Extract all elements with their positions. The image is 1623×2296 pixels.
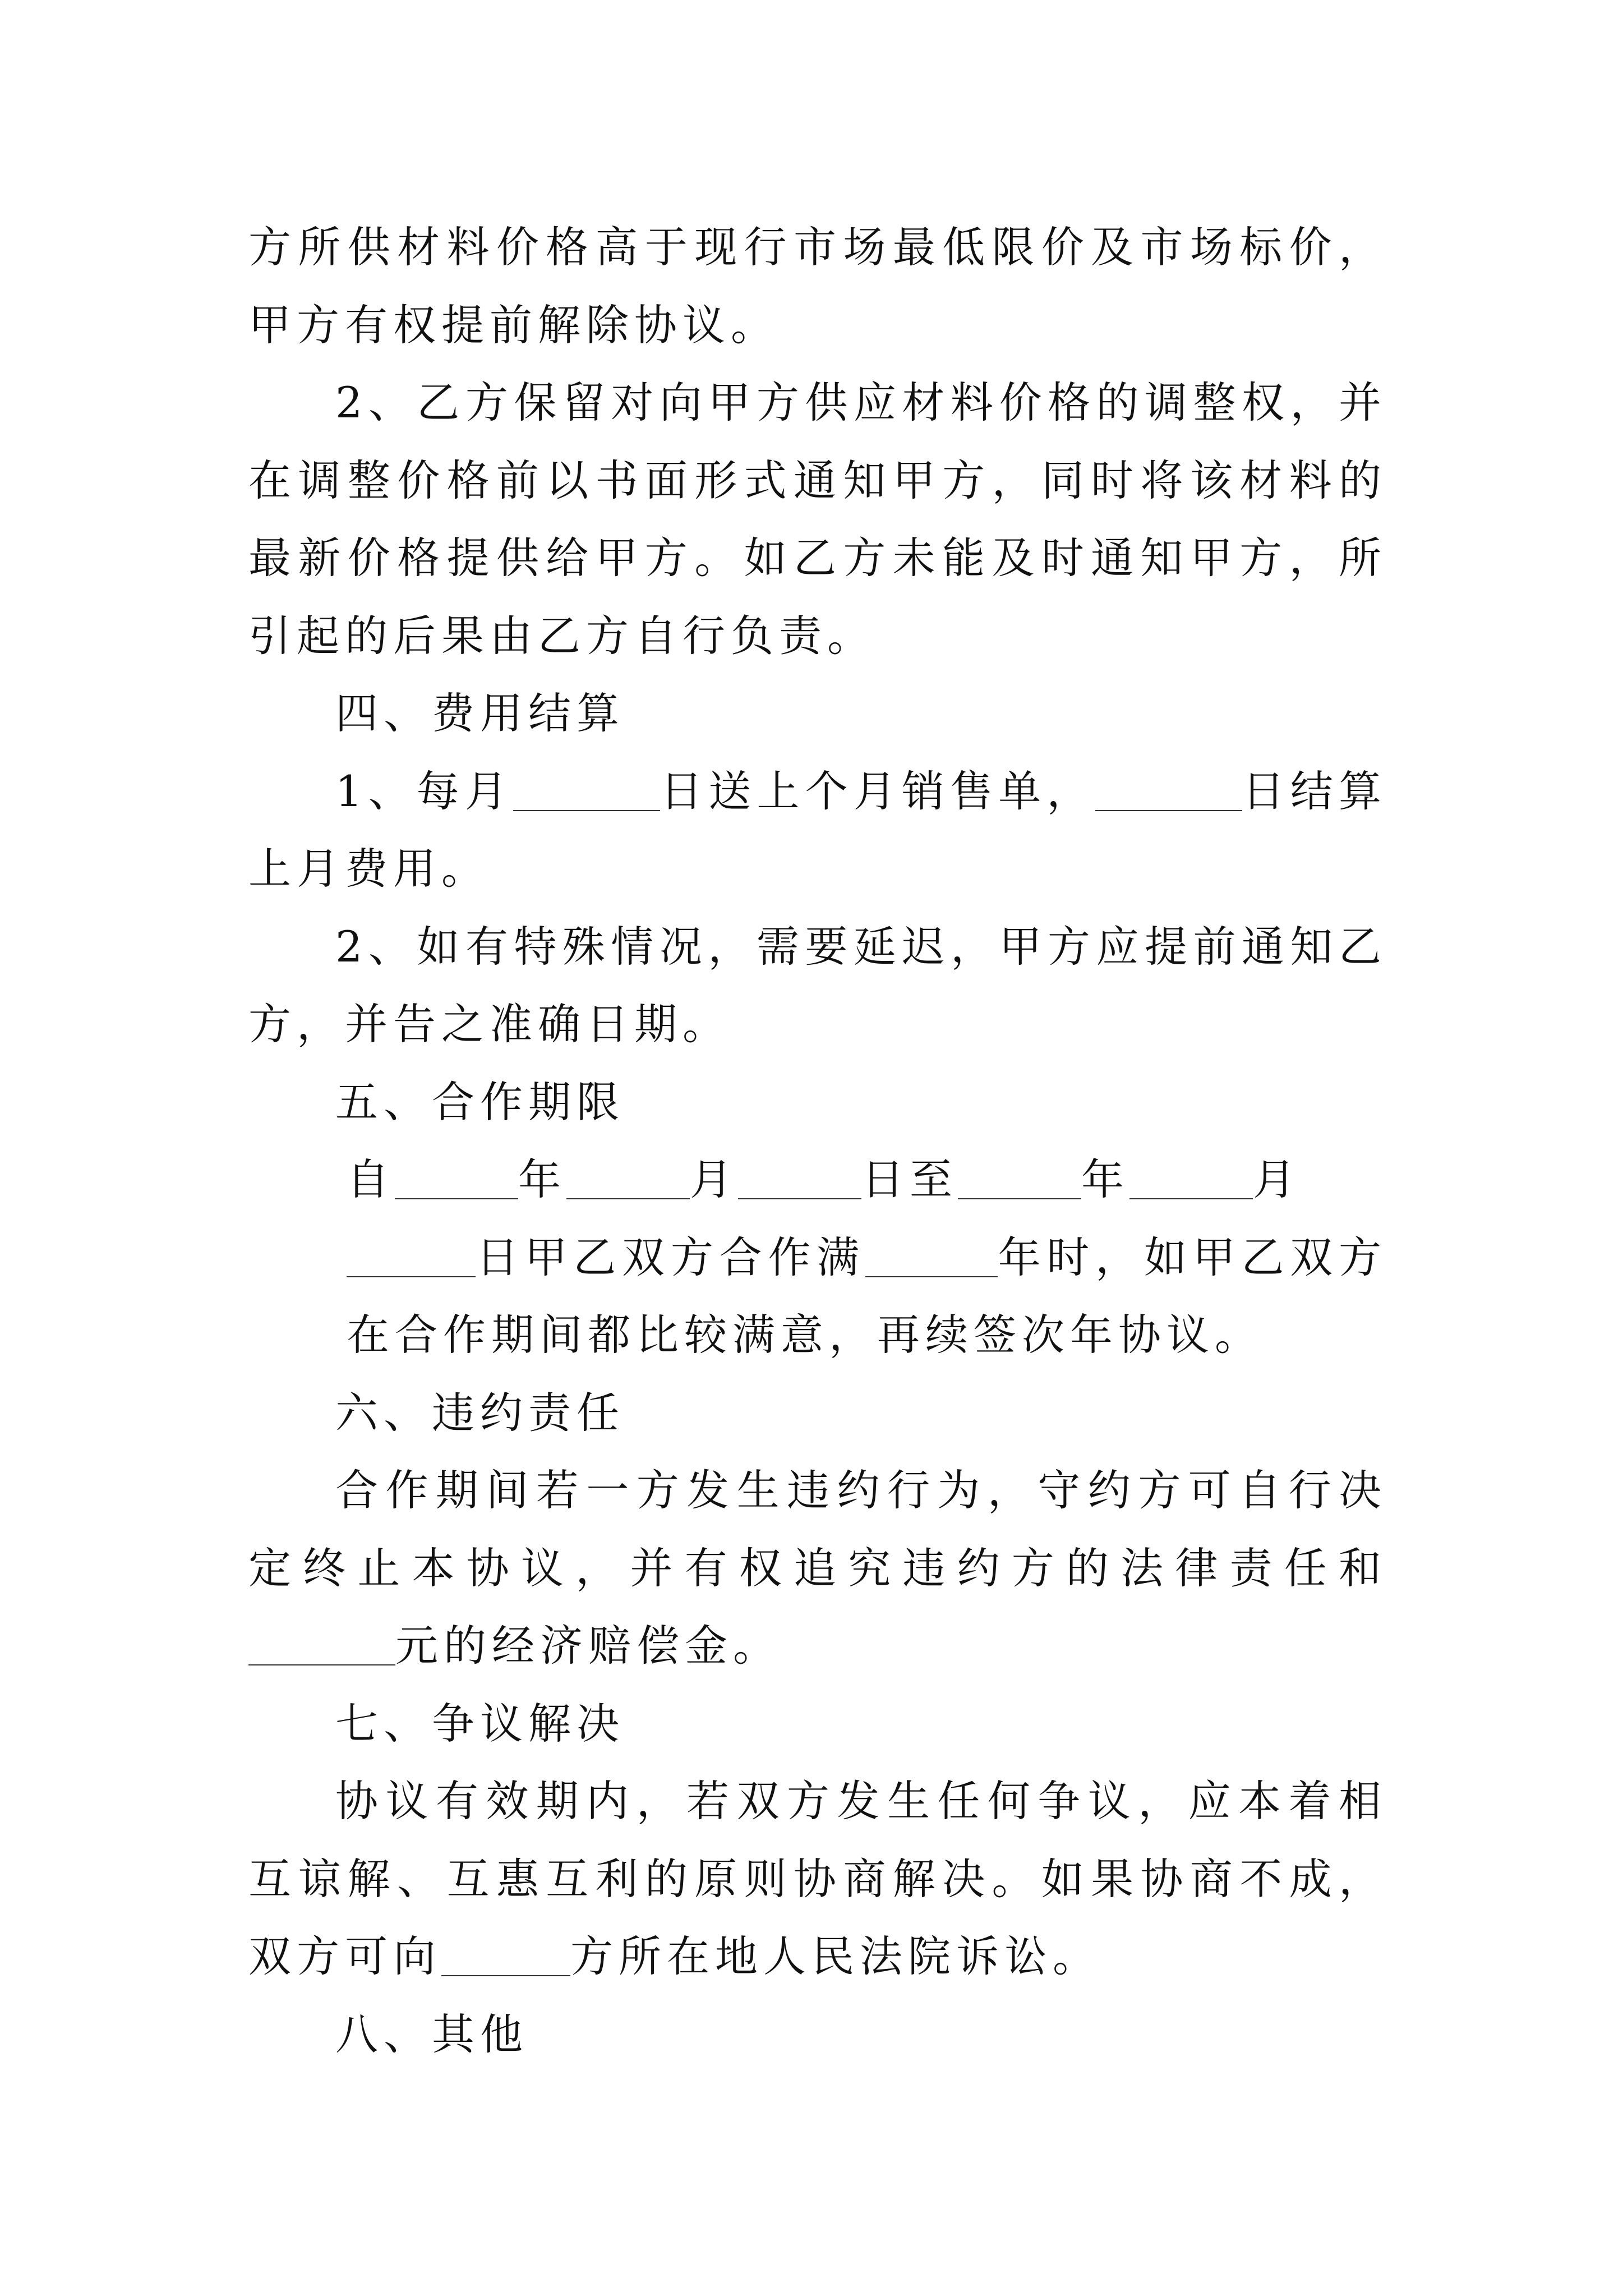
text-segment: 方所在地人民法院诉讼。 <box>570 1931 1101 1981</box>
blank-field[interactable] <box>738 1156 861 1199</box>
paragraph-delay-notice: 2、如有特殊情况，需要延迟，甲方应提前通知乙方，并告之准确日期。 <box>248 921 1387 1049</box>
paragraph-price-termination: 方所供材料价格高于现行市场最低限价及市场标价，甲方有权提前解除协议。 <box>248 222 1387 350</box>
text-segment: 日送上个月销售单， <box>660 766 1095 816</box>
blank-field[interactable] <box>1095 767 1242 811</box>
paragraph-cooperation-period <box>248 1141 1387 1374</box>
document-body <box>248 209 1387 2073</box>
text-segment: 年时，如甲乙双方在合作期间都比较满意，再续签次年协议。 <box>347 1232 1387 1360</box>
paragraph-breach-compensation <box>248 1452 1387 1685</box>
text-segment: 年 <box>518 1154 566 1204</box>
paragraph-monthly-settlement <box>248 753 1387 908</box>
text-segment: 月 <box>690 1154 738 1204</box>
text-segment: 协议有效期内，若双方发生任何争议，应本着相互谅解、互惠互利的原则协商解决。如果协商不成，双方可向 <box>248 1776 1387 1981</box>
text-segment: 月 <box>1253 1154 1301 1204</box>
blank-field[interactable] <box>1129 1156 1253 1199</box>
blank-field[interactable] <box>865 1234 998 1277</box>
text-segment: 日甲乙双方合作满 <box>476 1232 865 1282</box>
text-segment: 合作期间若一方发生违约行为，守约方可自行决定终止本协议，并有权追究违约方的法律责任和 <box>248 1465 1387 1593</box>
section-heading-other: 八、其他 <box>335 2009 528 2059</box>
section-heading-fee-settlement: 四、费用结算 <box>335 688 625 738</box>
section-heading-dispute-resolution: 七、争议解决 <box>335 1698 625 1749</box>
section-heading-breach-liability: 六、违约责任 <box>335 1387 625 1438</box>
text-segment: 日至 <box>861 1154 958 1204</box>
blank-field[interactable] <box>958 1156 1081 1199</box>
text-segment: 自 <box>347 1154 395 1204</box>
text-segment: 年 <box>1081 1154 1129 1204</box>
blank-field[interactable] <box>566 1156 690 1199</box>
blank-field[interactable] <box>441 1932 570 1976</box>
text-segment: 1、每月 <box>335 766 513 816</box>
paragraph-dispute-litigation <box>248 1763 1387 1996</box>
blank-field[interactable] <box>513 767 660 811</box>
paragraph-price-adjustment: 2、乙方保留对向甲方供应材料价格的调整权，并在调整价格前以书面形式通知甲方，同时将该材料的最新价格提供给甲方。如乙方未能及时通知甲方，所引起的后果由乙方自行负责。 <box>248 378 1387 661</box>
blank-field[interactable] <box>248 1622 395 1665</box>
text-segment: 元的经济赔偿金。 <box>395 1621 781 1671</box>
blank-field[interactable] <box>395 1156 518 1199</box>
section-heading-cooperation-term: 五、合作期限 <box>335 1076 625 1127</box>
text-segment: 日结算上月费用。 <box>248 766 1387 894</box>
blank-field[interactable] <box>347 1234 476 1277</box>
